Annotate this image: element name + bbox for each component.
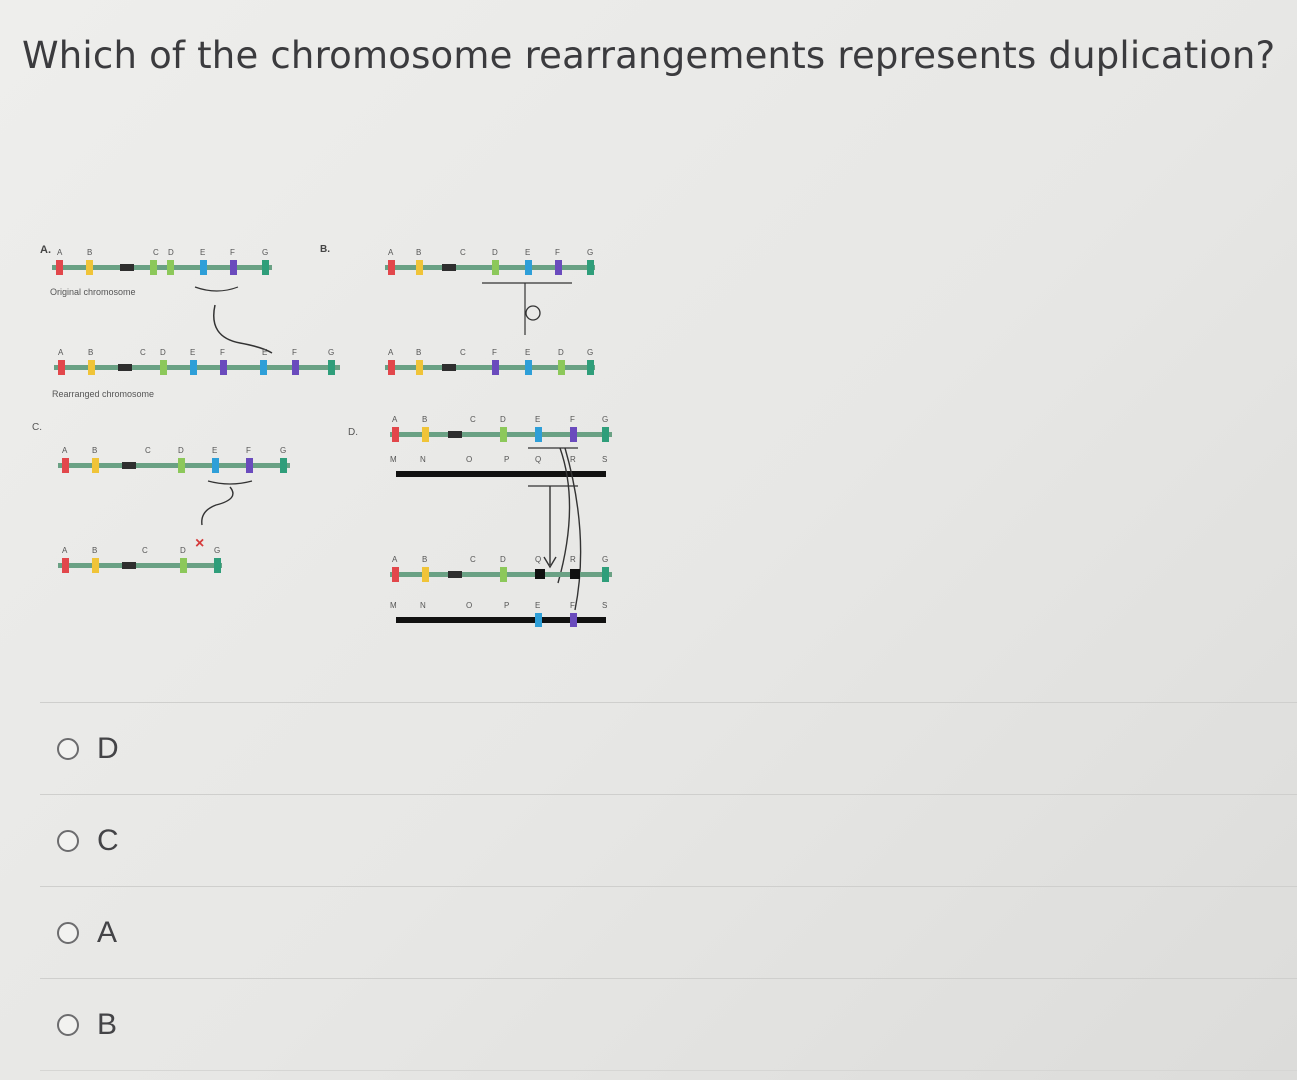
c2-gene-g: G (214, 546, 221, 555)
gene-e-top: E (200, 248, 206, 257)
c-gene-f: F (246, 446, 251, 455)
d2-gene-f: F (570, 601, 575, 610)
c-gene-a: A (62, 446, 68, 455)
panel-d (348, 415, 612, 627)
panel-d-top-chromosome-1 (390, 415, 612, 442)
panel-c (32, 422, 290, 573)
c-gene-c: C (145, 446, 151, 455)
d-gene-o: O (466, 455, 473, 464)
gene-b-top: B (87, 248, 93, 257)
answer-options (40, 702, 1297, 1071)
d2-gene-e: E (535, 601, 541, 610)
d-gene-s: S (602, 455, 608, 464)
c2-gene-a: A (62, 546, 68, 555)
d-gene-m: M (390, 455, 397, 464)
d2-gene-m: M (390, 601, 397, 610)
c-gene-e: E (212, 446, 218, 455)
b-gene-g: G (587, 248, 594, 257)
d-gene-f: F (570, 415, 575, 424)
option-label: C (97, 823, 119, 857)
panel-a-original-chromosome (50, 248, 272, 297)
d2-gene-p: P (504, 601, 510, 610)
d-gene-q: Q (535, 455, 542, 464)
c-gene-g: G (280, 446, 287, 455)
panel-d-label: D. (348, 427, 358, 438)
radio-button[interactable] (57, 922, 79, 944)
gene-a-bottom: A (58, 348, 64, 357)
d-gene-r: R (570, 455, 576, 464)
gene-f-bottom: F (220, 348, 225, 357)
d2-gene-c: C (470, 555, 476, 564)
panel-b-top-chromosome (385, 248, 595, 275)
panel-d-bottom-chromosome-2 (390, 601, 607, 627)
gene-b-bottom: B (88, 348, 94, 357)
gene-d-bottom: D (160, 348, 166, 357)
d2-gene-a: A (392, 555, 398, 564)
d2-gene-d: D (500, 555, 506, 564)
d2-gene-g: G (602, 555, 609, 564)
gene-d-top: D (168, 248, 174, 257)
b-gene-b: B (416, 248, 422, 257)
option-a[interactable] (40, 886, 1297, 978)
gene-c-top: C (153, 248, 159, 257)
gene-f-top: F (230, 248, 235, 257)
b-gene-d: D (492, 248, 498, 257)
d-gene-c: C (470, 415, 476, 424)
d2-gene-o: O (466, 601, 473, 610)
d-gene-p: P (504, 455, 510, 464)
d-gene-b: B (422, 415, 428, 424)
d2-gene-s: S (602, 601, 608, 610)
c-gene-b: B (92, 446, 98, 455)
panel-c-label: C. (32, 422, 42, 433)
gene-e2-bottom: E (262, 348, 268, 357)
original-caption: Original chromosome (50, 287, 136, 297)
d-gene-g: G (602, 415, 609, 424)
radio-button[interactable] (57, 738, 79, 760)
chromosome-diagram (30, 235, 630, 640)
c-gene-d: D (178, 446, 184, 455)
d-gene-n: N (420, 455, 426, 464)
panel-b-label: B. (320, 244, 330, 255)
option-c[interactable] (40, 794, 1297, 886)
b-gene-f: F (555, 248, 560, 257)
d2-gene-n: N (420, 601, 426, 610)
panel-a-label: A. (40, 244, 51, 256)
b2-gene-d: D (558, 348, 564, 357)
panel-b-bottom-chromosome (385, 348, 595, 375)
gene-g-top: G (262, 248, 269, 257)
d2-gene-r: R (570, 555, 576, 564)
d-gene-a: A (392, 415, 398, 424)
panel-a (40, 244, 340, 399)
d-gene-d: D (500, 415, 506, 424)
b2-gene-a: A (388, 348, 394, 357)
panel-c-top-chromosome (58, 446, 290, 473)
rearranged-caption: Rearranged chromosome (52, 389, 155, 399)
deletion-x-mark: × (195, 535, 205, 552)
option-label: A (97, 915, 118, 949)
gene-g-bottom: G (328, 348, 335, 357)
gene-a-top: A (57, 248, 63, 257)
option-d[interactable] (40, 702, 1297, 794)
b-gene-e: E (525, 248, 531, 257)
chromosome-figure (30, 235, 630, 640)
radio-button[interactable] (57, 830, 79, 852)
b2-gene-f: F (492, 348, 497, 357)
gene-e-bottom: E (190, 348, 196, 357)
b2-gene-g: G (587, 348, 594, 357)
b-gene-c: C (460, 248, 466, 257)
panel-b (320, 244, 595, 375)
panel-d-bottom-chromosome-1 (390, 555, 612, 582)
b2-gene-e: E (525, 348, 531, 357)
gene-f2-bottom: F (292, 348, 297, 357)
option-b[interactable] (40, 978, 1297, 1071)
c2-gene-d: D (180, 546, 186, 555)
option-label: B (97, 1007, 118, 1041)
b2-gene-b: B (416, 348, 422, 357)
c2-gene-b: B (92, 546, 98, 555)
b2-gene-c: C (460, 348, 466, 357)
panel-d-top-chromosome-2 (390, 455, 607, 477)
d-gene-e: E (535, 415, 541, 424)
c2-gene-c: C (142, 546, 148, 555)
d2-gene-q: Q (535, 555, 542, 564)
gene-c-bottom: C (140, 348, 146, 357)
radio-button[interactable] (57, 1014, 79, 1036)
option-label: D (97, 731, 119, 765)
d2-gene-b: B (422, 555, 428, 564)
b-gene-a: A (388, 248, 394, 257)
question-text: Which of the chromosome rearrangements represents duplication? (22, 34, 1276, 77)
panel-a-rearranged-chromosome (52, 348, 340, 399)
